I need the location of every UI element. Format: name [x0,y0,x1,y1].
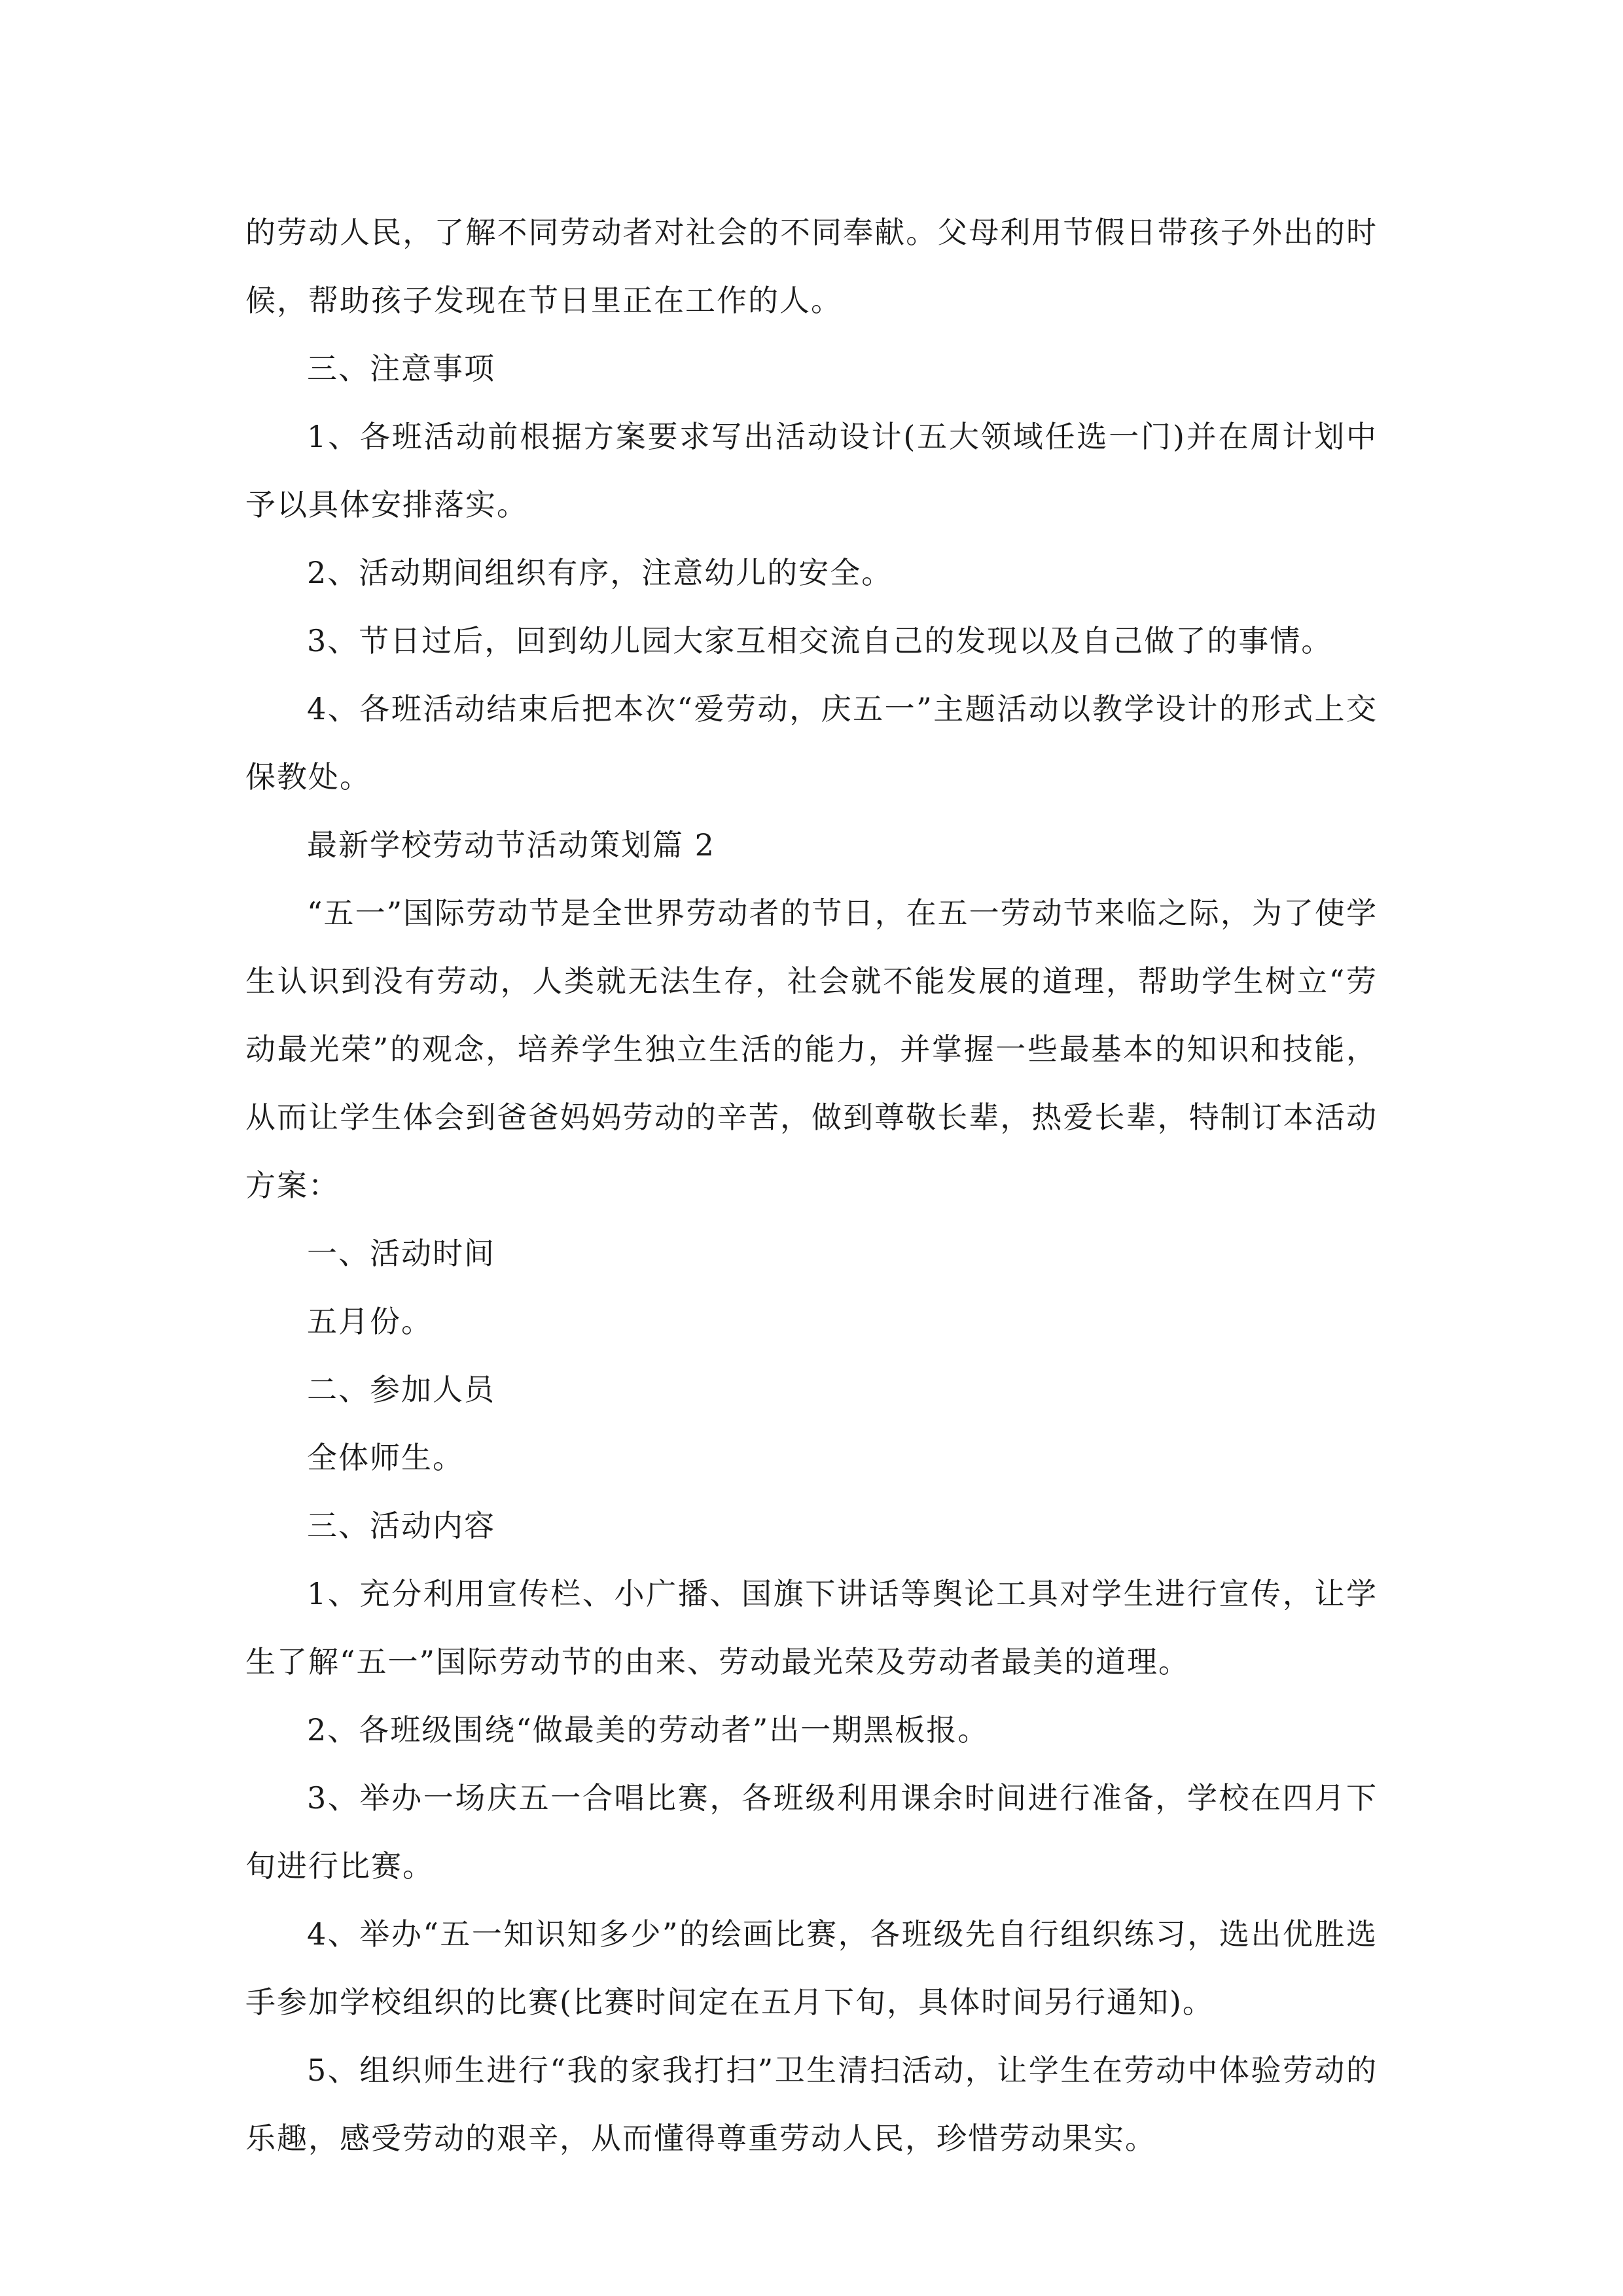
section-heading: 三、活动内容 [307,1508,495,1543]
section-heading: 二、参加人员 [307,1372,495,1407]
document-body [245,198,1378,2172]
paragraph: 2、活动期间组织有序，注意幼儿的安全。 [307,555,893,590]
paragraph: 4、各班活动结束后把本次“爱劳动，庆五一”主题活动以教学设计的形式上交保教处。 [245,691,1378,795]
paragraph: 5、组织师生进行“我的家我打扫”卫生清扫活动，让学生在劳动中体验劳动的乐趣，感受劳动的艰辛，从而懂得尊重劳动人民，珍惜劳动果实。 [245,2053,1378,2156]
article-title: 最新学校劳动节活动策划篇 2 [307,827,715,863]
paragraph: 2、各班级围绕“做最美的劳动者”出一期黑板报。 [307,1712,990,1748]
paragraph: 1、各班活动前根据方案要求写出活动设计(五大领域任选一门)并在周计划中予以具体安排落实。 [245,419,1378,522]
section-heading: 三、注意事项 [307,351,495,386]
paragraph: 3、举办一场庆五一合唱比赛，各班级利用课余时间进行准备，学校在四月下旬进行比赛。 [245,1780,1378,1884]
section-heading: 一、活动时间 [307,1236,495,1271]
paragraph: 的劳动人民，了解不同劳动者对社会的不同奉献。父母利用节假日带孩子外出的时候，帮助孩子发现在节日里正在工作的人。 [245,215,1378,318]
paragraph: “五一”国际劳动节是全世界劳动者的节日，在五一劳动节来临之际，为了使学生认识到没有劳动，人类就无法生存，社会就不能发展的道理，帮助学生树立“劳动最光荣”的观念，培养学生独立生活的能力，并掌握一些最基本的知识和技能，从而让学生体会到爸爸妈妈劳动的辛苦，做到尊敬长辈，热爱长辈，特制订本活动方案： [245,895,1378,1203]
paragraph: 全体师生。 [307,1440,464,1475]
paragraph: 3、节日过后，回到幼儿园大家互相交流自己的发现以及自己做了的事情。 [307,623,1333,658]
paragraph: 五月份。 [307,1304,433,1339]
paragraph: 4、举办“五一知识知多少”的绘画比赛，各班级先自行组织练习，选出优胜选手参加学校组织的比赛(比赛时间定在五月下旬，具体时间另行通知)。 [245,1916,1378,2020]
paragraph: 1、充分利用宣传栏、小广播、国旗下讲话等舆论工具对学生进行宣传，让学生了解“五一”国际劳动节的由来、劳动最光荣及劳动者最美的道理。 [245,1576,1378,1679]
